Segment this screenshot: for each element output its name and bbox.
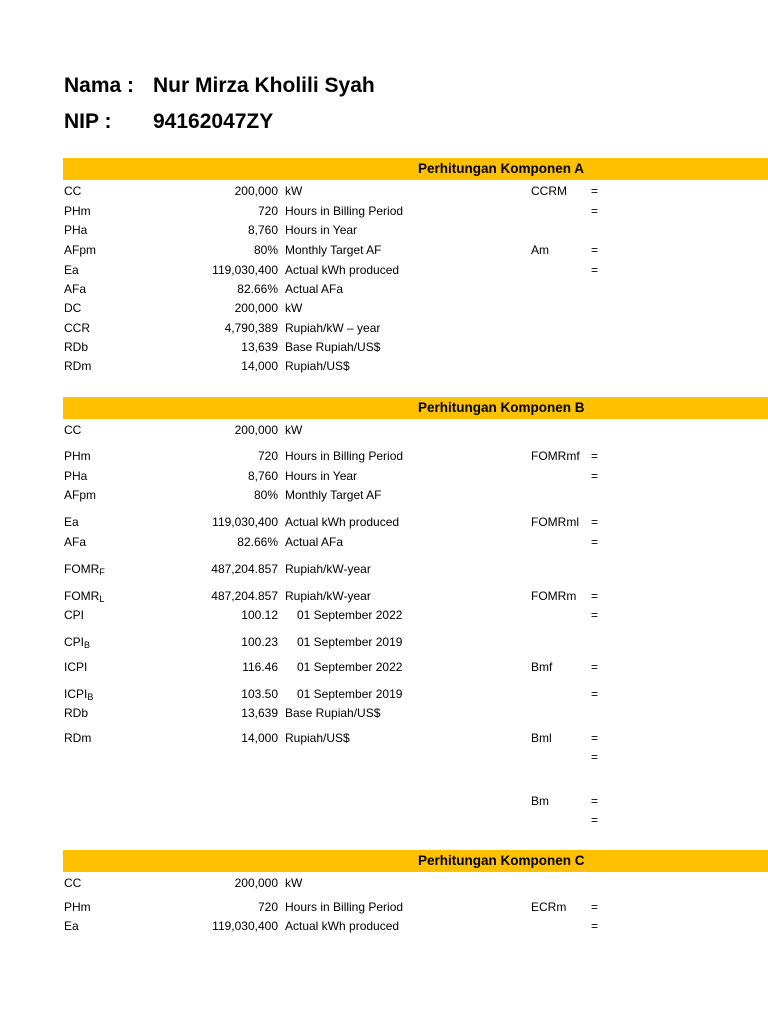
table-row: $FOMR_L$ 487,204.857 Rupiah/kW-year FOMRm = — [64, 589, 599, 604]
table-row: CCR 4,790,389 Rupiah/kW – year — [64, 321, 381, 335]
table-row: PHm 720 Hours in Billing Period FOMRmf = — [64, 449, 599, 463]
table-row: AFpm 80% Monthly Target AF — [64, 488, 382, 502]
table-row: PHa 8,760 Hours in Year — [64, 223, 358, 237]
section-a-title: Perhitungan Komponen A — [418, 161, 584, 176]
table-row: = — [591, 813, 599, 827]
name-label: Nama : — [64, 74, 135, 97]
table-row: AFa 82.66% Actual AFa — [64, 282, 344, 296]
table-row: RDb 13,639 Base Rupiah/US$ — [64, 340, 381, 354]
nip-label: NIP : — [64, 110, 112, 133]
table-row: RDm 14,000 Rupiah/US$ — [64, 359, 350, 373]
table-row: AFa 82.66% Actual AFa = — [64, 535, 599, 549]
nip-value: 94162047ZY — [153, 110, 274, 133]
table-row: $CPI_B$ 100.23 01 September 2019 — [64, 635, 403, 650]
table-row: $FOMR_F$ 487,204.857 Rupiah/kW-year — [64, 562, 371, 577]
table-row: $ICPI_B$ 103.50 01 September 2019 = — [64, 687, 599, 702]
table-row: ICPI 116.46 01 September 2022 Bmf = — [64, 660, 599, 674]
table-row: RDb 13,639 Base Rupiah/US$ — [64, 706, 381, 720]
table-row: PHa 8,760 Hours in Year = — [64, 469, 599, 483]
table-row: DC 200,000 kW — [64, 301, 303, 315]
table-row: Ea 119,030,400 Actual kWh produced FOMRml = — [64, 515, 599, 529]
table-row: Ea 119,030,400 Actual kWh produced = — [64, 263, 599, 277]
table-row: Ea 119,030,400 Actual kWh produced = — [64, 919, 599, 933]
table-row: CC 200,000 kW — [64, 876, 303, 890]
table-row: RDm 14,000 Rupiah/US$ Bml = — [64, 731, 599, 745]
section-b-banner — [63, 397, 768, 419]
section-b-title: Perhitungan Komponen B — [418, 400, 585, 415]
table-row: CPI 100.12 01 September 2022 = — [64, 608, 599, 622]
section-c-title: Perhitungan Komponen C — [418, 853, 585, 868]
table-row: Bm = — [531, 794, 599, 808]
table-row: PHm 720 Hours in Billing Period ECRm = — [64, 900, 599, 914]
table-row: CC 200,000 kW — [64, 423, 303, 437]
section-a-banner — [63, 158, 768, 180]
section-c-banner — [63, 850, 768, 872]
table-row: AFpm 80% Monthly Target AF Am = — [64, 243, 599, 257]
name-value: Nur Mirza Kholili Syah — [153, 74, 375, 97]
table-row: PHm 720 Hours in Billing Period = — [64, 204, 599, 218]
table-row: CC 200,000 kW CCRM = — [64, 184, 599, 198]
table-row: = — [591, 750, 599, 764]
